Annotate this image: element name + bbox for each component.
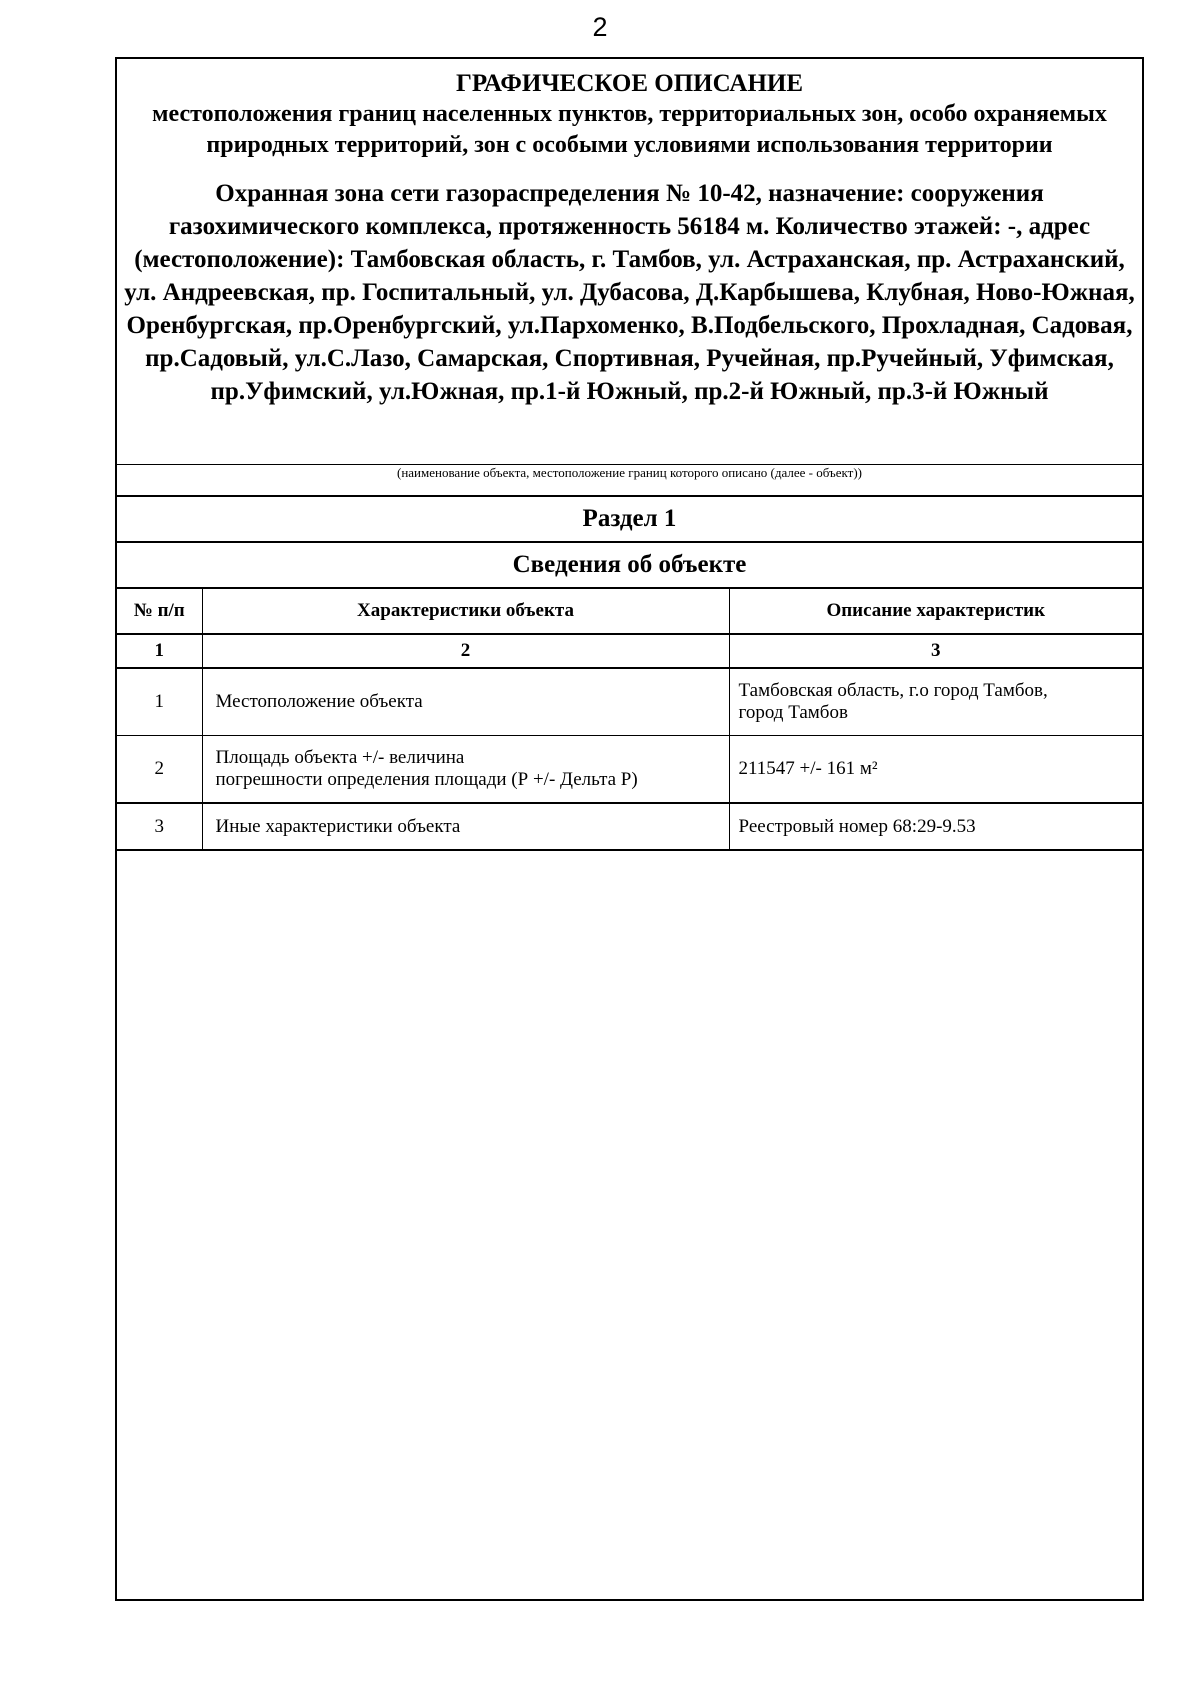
characteristic-line: погрешности определения площади (Р +/- Дельта Р) (215, 769, 638, 790)
object-info-table (117, 589, 1142, 851)
characteristic-line: Площадь объекта +/- величина (215, 747, 465, 768)
description-line: Тамбовская область, г.о город Тамбов, (738, 680, 1048, 701)
row-characteristic (202, 668, 729, 736)
characteristic-line: Местоположение объекта (215, 691, 423, 712)
column-number: 1 (117, 634, 202, 668)
document-title: ГРАФИЧЕСКОЕ ОПИСАНИЕ (455, 70, 804, 97)
row-description (729, 736, 1142, 804)
document-header (117, 59, 1142, 408)
characteristic-line: Иные характеристики объекта (215, 815, 461, 837)
object-name-caption: (наименование объекта, местоположение границ которого описано (далее - объект)) (117, 464, 1142, 497)
section-subtitle: Сведения об объекте (117, 543, 1142, 589)
row-characteristic (202, 736, 729, 804)
description-line: 211547 +/- 161 м² (738, 758, 878, 779)
document-subtitle: местоположения границ населенных пунктов, территориальных зон, особо охраняемых природных территорий, зон с особыми условиями использования территории (152, 101, 1107, 158)
object-name: Охранная зона сети газораспределения № 10-42, назначение: сооружения газохимического комплекса, протяженность 56184 м. Количество этажей: -, адрес (местоположение): Тамбовская область, г. Тамбов, ул. Астраханская, пр. Астраханский, ул. Андреевская, пр. Госпитальный, ул. Дубасова, Д.Карбышева, Клубная, Ново-Южная, Оренбургская, пр.Оренбургский, ул.Пархоменко, В.Подбельского, Прохладная, Садовая, пр.Садовый, ул.С.Лазо, Самарская, Спортивная, Ручейная, пр.Ручейный, Уфимская, пр.Уфимский, ул.Южная, пр.1-й Южный, пр.2-й Южный, пр.3-й Южный (124, 180, 1135, 405)
row-characteristic (202, 803, 729, 850)
table-row (117, 736, 1142, 804)
table-header-row (117, 589, 1142, 634)
table-row (117, 803, 1142, 850)
table-row (117, 668, 1142, 736)
column-header-number: № п/п (117, 589, 202, 634)
column-number: 3 (729, 634, 1142, 668)
column-number-row (117, 634, 1142, 668)
document-frame (115, 57, 1144, 1601)
column-header-description: Описание характеристик (729, 589, 1142, 634)
column-number: 2 (202, 634, 729, 668)
row-number: 3 (117, 803, 202, 850)
row-number: 1 (117, 668, 202, 736)
row-description (729, 668, 1142, 736)
column-header-characteristic: Характеристики объекта (202, 589, 729, 634)
section-title: Раздел 1 (117, 497, 1142, 543)
description-line: город Тамбов (738, 702, 848, 723)
description-line: Реестровый номер 68:29-9.53 (738, 815, 976, 837)
row-description (729, 803, 1142, 850)
row-number: 2 (117, 736, 202, 804)
page-number: 2 (592, 12, 608, 42)
